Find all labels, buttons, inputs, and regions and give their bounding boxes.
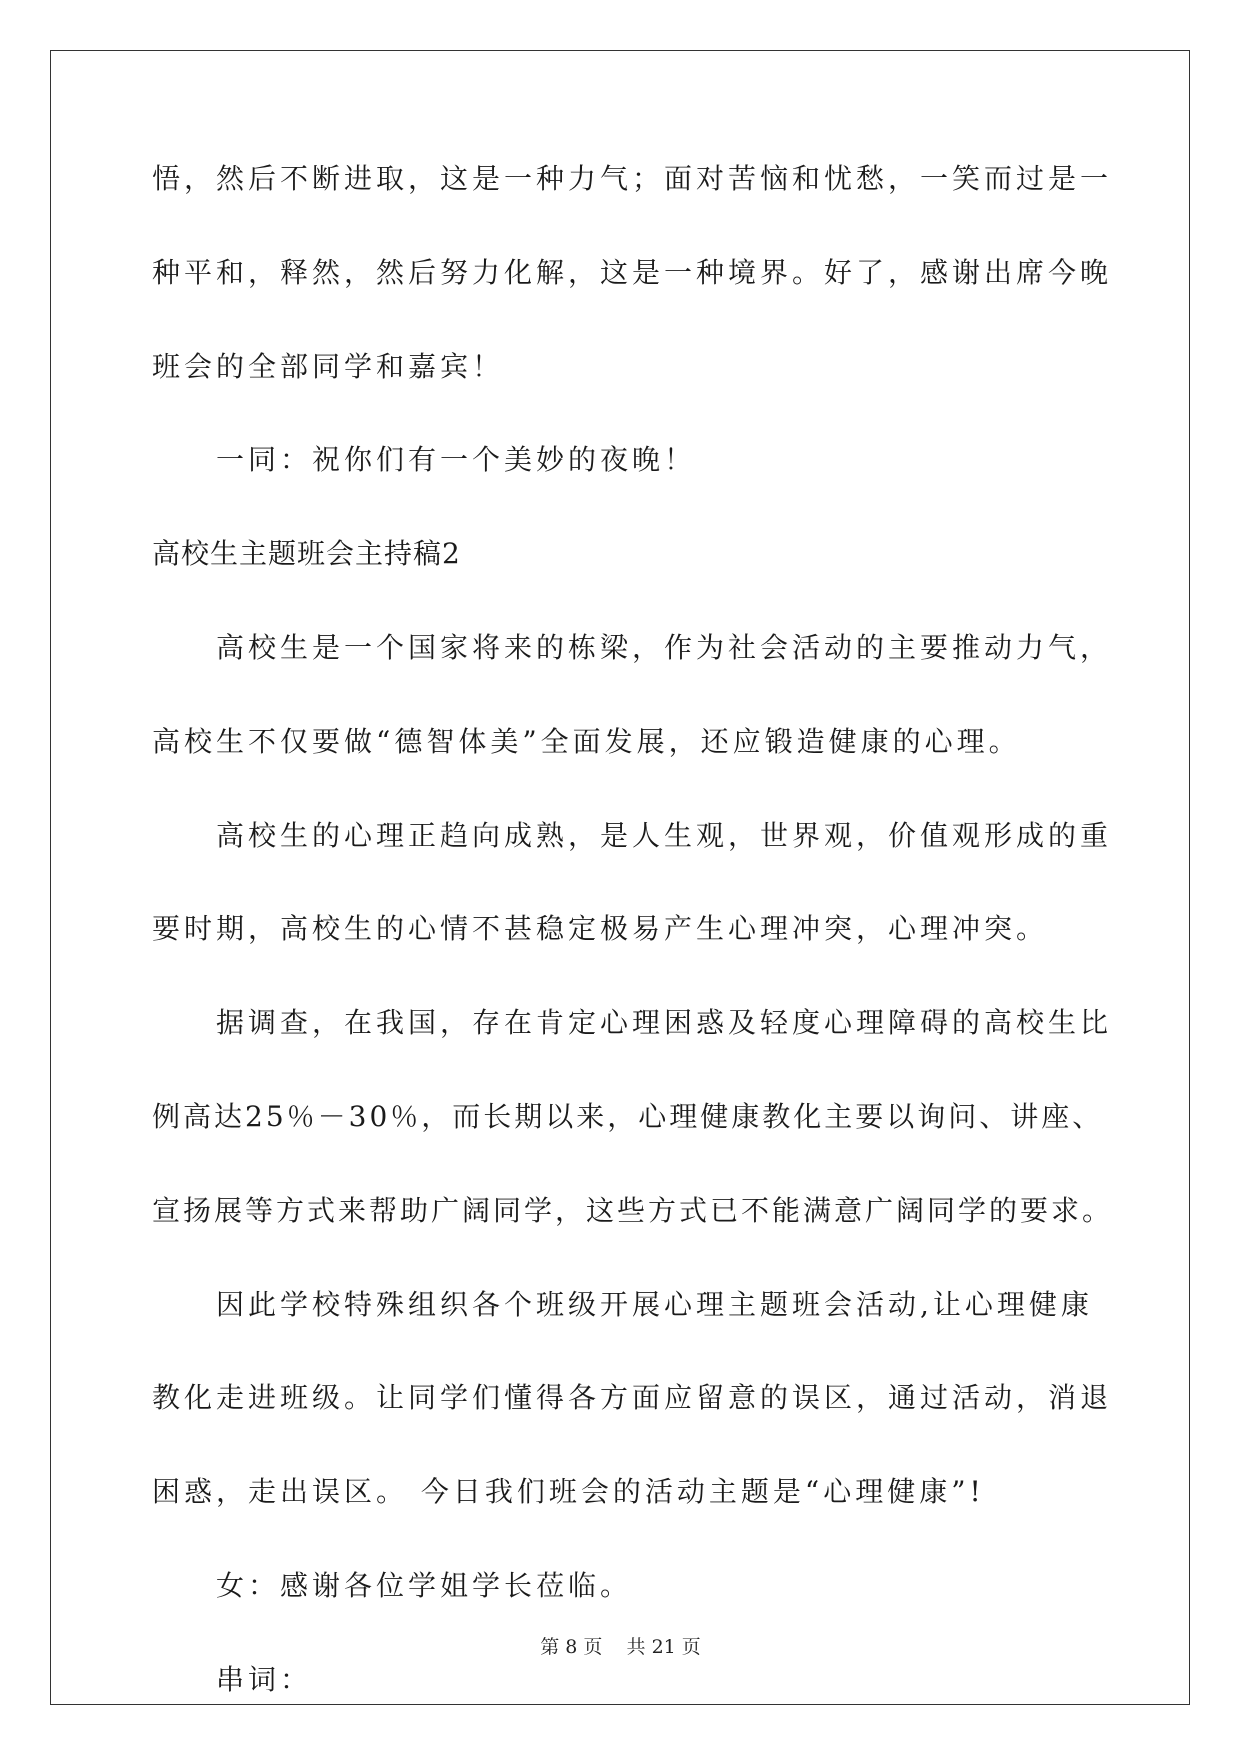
text-line: 班会的全部同学和嘉宾！: [152, 349, 505, 383]
text-line: 女：感谢各位学姐学长莅临。: [216, 1568, 633, 1602]
text-line: 悟，然后不断进取，这是一种力气；面对苦恼和忧愁，一笑而过是一: [152, 162, 1113, 195]
document-body: [152, 160, 1114, 1755]
text-line: 教化走进班级。让同学们懂得各方面应留意的误区，通过活动，消退: [152, 1381, 1113, 1415]
text-line: 高校生不仅要做“德智体美”全面发展，还应锻造健康的心理。: [152, 724, 1021, 758]
section-heading: 高校生主题班会主持稿2: [152, 537, 461, 571]
text-line: 一同：祝你们有一个美妙的夜晚！: [216, 443, 697, 477]
text-line: 高校生是一个国家将来的栋梁，作为社会活动的主要推动力气，: [216, 630, 1113, 664]
text-line: 困惑，走出误区。 今日我们班会的活动主题是“心理健康”!: [152, 1475, 985, 1509]
text-line: 据调查，在我国，存在肯定心理困惑及轻度心理障碍的高校生比: [216, 1006, 1113, 1040]
page-number: 第 8 页 共 21 页: [540, 1636, 701, 1658]
text-line: 宣扬展等方式来帮助广阔同学，这些方式已不能满意广阔同学的要求。: [152, 1193, 1114, 1227]
text-line: 要时期，高校生的心情不甚稳定极易产生心理冲突，心理冲突。: [152, 912, 1049, 946]
text-line: 因此学校特殊组织各个班级开展心理主题班会活动,让心理健康: [216, 1287, 1093, 1321]
text-line: 高校生的心理正趋向成熟，是人生观，世界观，价值观形成的重: [216, 818, 1113, 852]
text-line: 例高达25％－30％，而长期以来，心理健康教化主要以询问、讲座、: [152, 1099, 1104, 1133]
text-line: 串词：: [216, 1662, 313, 1696]
text-line: 种平和，释然，然后努力化解，这是一种境界。好了，感谢出席今晚: [152, 255, 1113, 289]
